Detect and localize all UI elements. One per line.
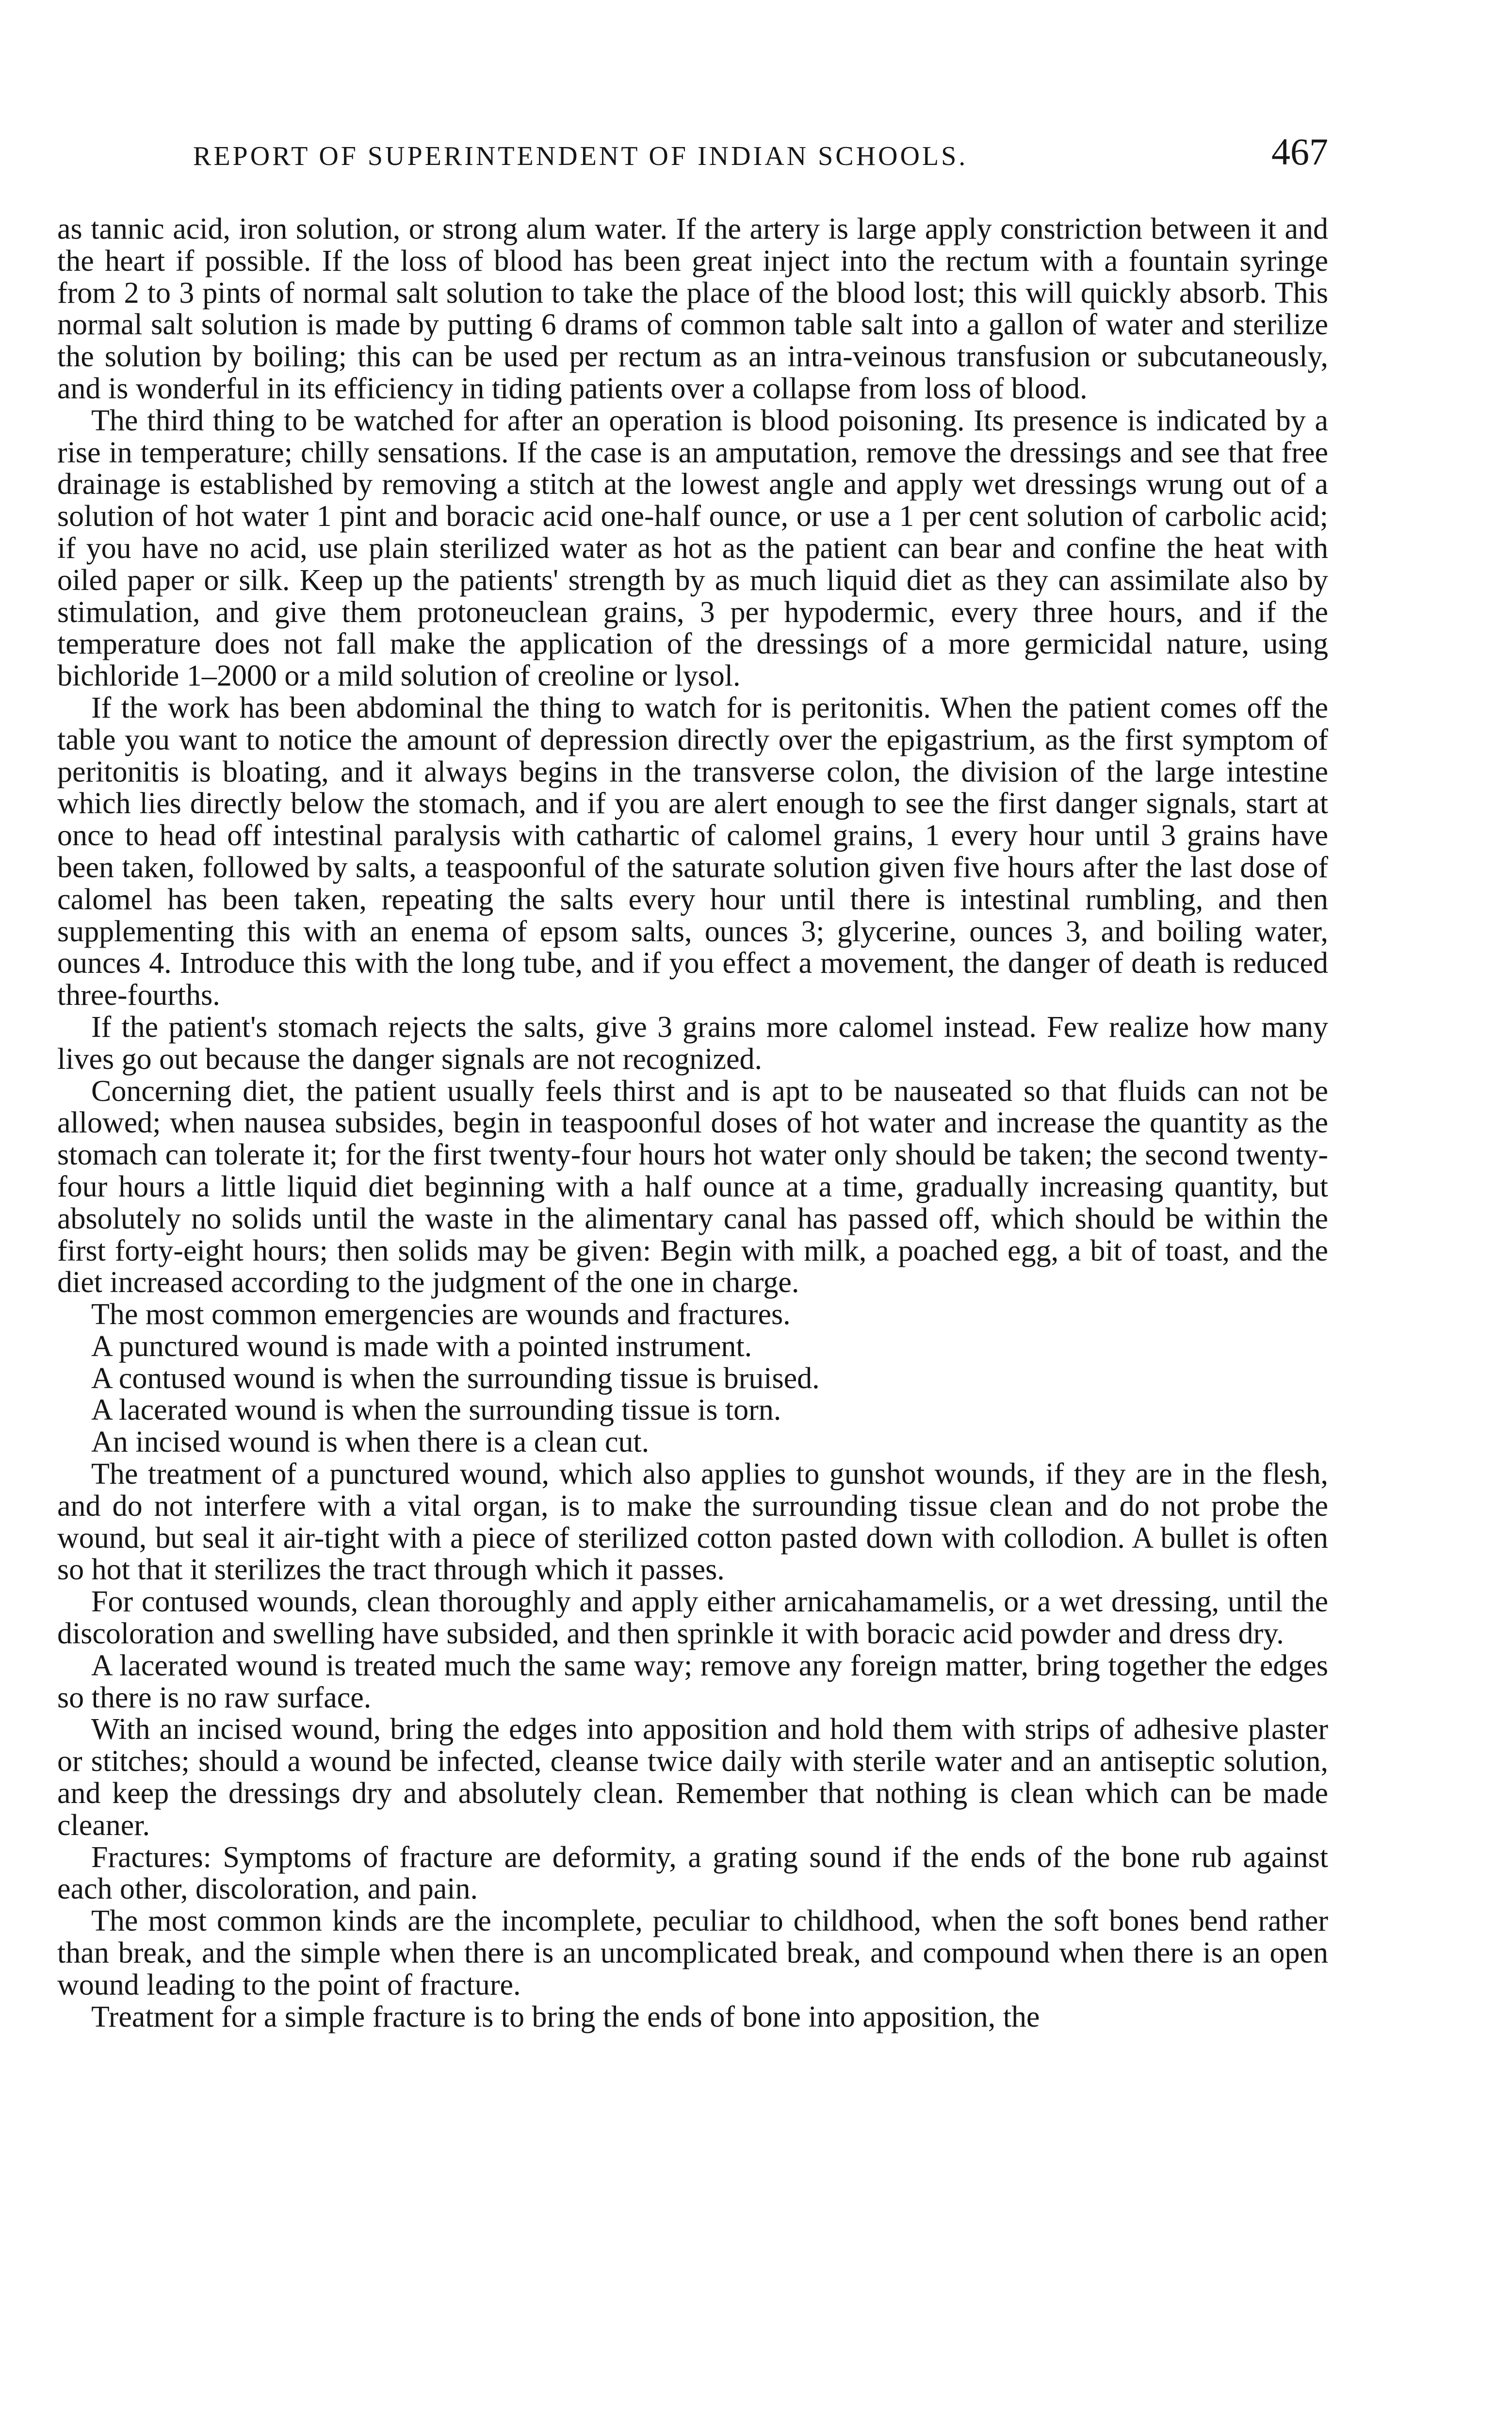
paragraph-fracture-kinds: The most common kinds are the incomplete, peculiar to childhood, when the soft bones bend rather than break, and the simple when there is an uncomplicated break, and compound when there is an open wound leading to the point of fracture. — [57, 1904, 1328, 2001]
paragraph-blood-poisoning: The third thing to be watched for after an operation is blood poisoning. Its presence is indicated by a rise in temperature; chilly sensations. If the case is an amputation, remove the dressings and see that free drainage is established by removing a stitch at the lowest angle and apply wet dressings wrung out of a solution of hot water 1 pint and boracic acid one-half ounce, or use a 1 per cent solution of carbolic acid; if you have no acid, use plain sterilized water as hot as the patient can bear and confine the heat with oiled paper or silk. Keep up the patients' strength by as much liquid diet as they can assimilate also by stimulation, and give them protoneuclean grains, 3 per hypodermic, every three hours, and if the temperature does not fall make the application of the dressings of a more germicidal nature, using bichloride 1–2000 or a mild solution of creoline or lysol. — [57, 404, 1328, 693]
running-title: REPORT OF SUPERINTENDENT OF INDIAN SCHOOLS. — [193, 141, 968, 171]
paragraph-blood-loss: as tannic acid, iron solution, or strong alum water. If the artery is large apply constriction between it and the heart if possible. If the loss of blood has been great inject into the rectum with a fountain syringe from 2 to 3 pints of normal salt solution to take the place of the blood lost; this will quickly absorb. This normal salt solution is made by putting 6 drams of common table salt into a gallon of water and sterilize the solution by boiling; this can be used per rectum as an intra-veinous transfusion or subcutaneously, and is wonderful in its efficiency in tiding patients over a collapse from loss of blood. — [57, 213, 1328, 405]
paragraph-incised-definition: An incised wound is when there is a clean cut. — [91, 1426, 650, 1459]
page-number: 467 — [1271, 131, 1328, 173]
paragraph-emergencies: The most common emergencies are wounds and fractures. — [91, 1298, 791, 1331]
body-text — [57, 213, 1328, 2033]
paragraph-peritonitis: If the work has been abdominal the thing to watch for is peritonitis. When the patient comes off the table you want to notice the amount of depression directly over the epigastrium, as the first symptom of peritonitis is bloating, and it always begins in the transverse colon, the division of the large intestine which lies directly below the stomach, and if you are alert enough to see the first danger signals, start at once to head off intestinal paralysis with cathartic of calomel grains, 1 every hour until 3 grains have been taken, followed by salts, a teaspoonful of the saturate solution given five hours after the last dose of calomel has been taken, repeating the salts every hour until there is intestinal rumbling, and then supplementing this with an enema of epsom salts, ounces 3; glycerine, ounces 3, and boiling water, ounces 4. Introduce this with the long tube, and if you effect a movement, the danger of death is reduced three-fourths. — [57, 691, 1328, 1012]
paragraph-incised-treatment: With an incised wound, bring the edges into apposition and hold them with strips of adhesive plaster or stitches; should a wound be infected, cleanse twice daily with sterile water and an antiseptic solution, and keep the dressings dry and absolutely clean. Remember that nothing is clean which can be made cleaner. — [57, 1713, 1328, 1842]
paragraph-diet: Concerning diet, the patient usually feels thirst and is apt to be nauseated so that fluids can not be allowed; when nausea subsides, begin in teaspoonful doses of hot water and increase the quantity as the stomach can tolerate it; for the first twenty-four hours hot water only should be taken; the second twenty-four hours a little liquid diet beginning with a half ounce at a time, gradually increasing quantity, but absolutely no solids until the waste in the alimentary canal has passed off, which should be within the first forty-eight hours; then solids may be given: Begin with milk, a poached egg, a bit of toast, and the diet increased according to the judgment of the one in charge. — [57, 1074, 1328, 1299]
paragraph-punctured-definition: A punctured wound is made with a pointed instrument. — [91, 1329, 752, 1363]
paragraph-contused-treatment: For contused wounds, clean thoroughly and apply either arnicahamamelis, or a wet dressing, until the discoloration and swelling have subsided, and then sprinkle it with boracic acid powder and dress dry. — [57, 1585, 1328, 1651]
paragraph-contused-definition: A contused wound is when the surrounding tissue is bruised. — [91, 1361, 820, 1395]
paragraph-lacerated-definition: A lacerated wound is when the surrounding tissue is torn. — [91, 1393, 781, 1427]
page-header — [57, 130, 1328, 183]
paragraph-punctured-treatment: The treatment of a punctured wound, which also applies to gunshot wounds, if they are in the flesh, and do not interfere with a vital organ, is to make the surrounding tissue clean and do not probe the wound, but seal it air-tight with a piece of sterilized cotton pasted down with collodion. A bullet is often so hot that it sterilizes the tract through which it passes. — [57, 1458, 1328, 1587]
paragraph-fractures: Fractures: Symptoms of fracture are deformity, a grating sound if the ends of the bone rub against each other, discoloration, and pain. — [57, 1840, 1328, 1906]
paragraph-lacerated-treatment: A lacerated wound is treated much the same way; remove any foreign matter, bring together the edges so there is no raw surface. — [57, 1649, 1328, 1714]
paragraph-calomel: If the patient's stomach rejects the salts, give 3 grains more calomel instead. Few realize how many lives go out because the danger signals are not recognized. — [57, 1010, 1328, 1076]
paragraph-fracture-treatment: Treatment for a simple fracture is to bring the ends of bone into apposition, the — [91, 2000, 1040, 2033]
